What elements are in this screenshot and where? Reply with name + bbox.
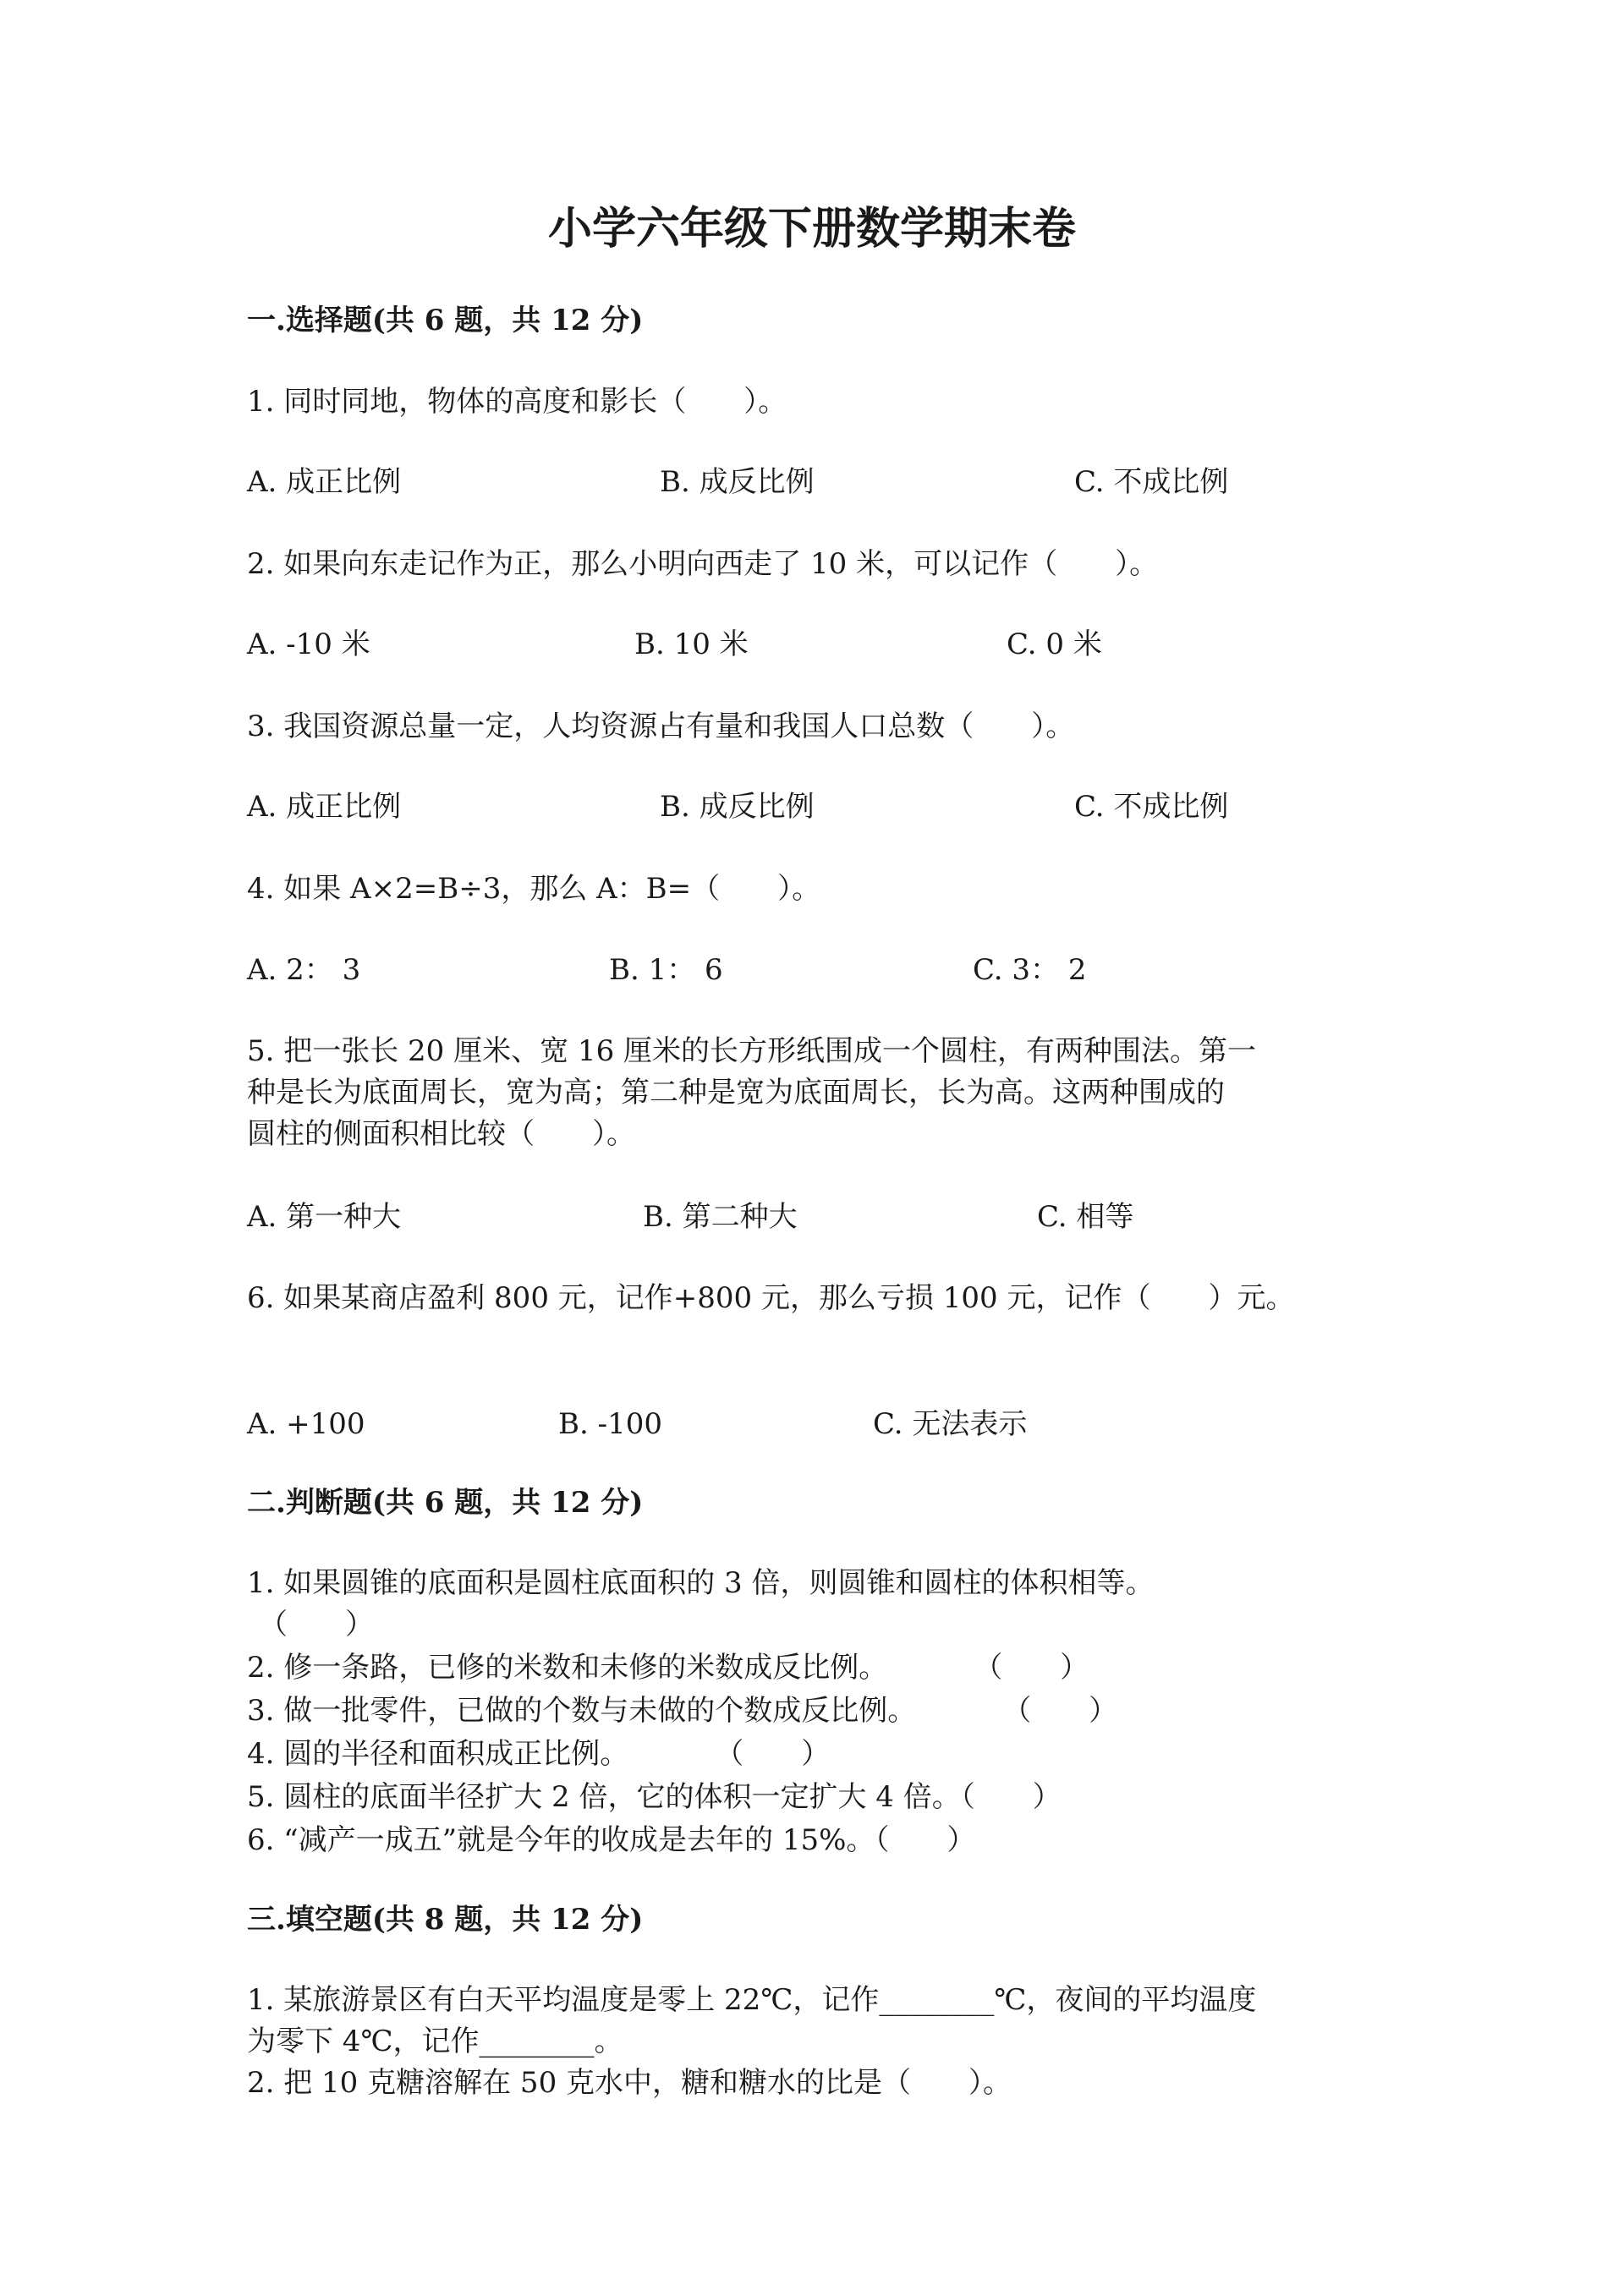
section-heading-fill-in: 三.填空题(共 8 题，共 12 分) (247, 1903, 644, 1937)
q2-option-b: B. 10 米 (634, 627, 749, 661)
q4-option-a: A. 2： 3 (247, 953, 361, 987)
q5-option-c: C. 相等 (1037, 1200, 1134, 1234)
q6-option-a: A. +100 (247, 1407, 365, 1441)
question-4: 4. 如果 A×2=B÷3，那么 A：B=（ ）。 (247, 872, 821, 906)
fill-question-1-line-2: 为零下 4℃，记作________。 (247, 2025, 623, 2058)
section-heading-true-false: 二.判断题(共 6 题，共 12 分) (247, 1486, 644, 1520)
q4-option-c: C. 3： 2 (973, 953, 1087, 987)
question-5-line-1: 5. 把一张长 20 厘米、宽 16 厘米的长方形纸围成一个圆柱，有两种围法。第一 (247, 1034, 1257, 1068)
question-3: 3. 我国资源总量一定，人均资源占有量和我国人口总数（ ）。 (247, 710, 1075, 743)
q4-option-b: B. 1： 6 (609, 953, 723, 987)
q5-option-b: B. 第二种大 (643, 1200, 798, 1234)
tf-question-5: 5. 圆柱的底面半径扩大 2 倍，它的体积一定扩大 4 倍。（ ） (247, 1780, 1062, 1814)
question-6: 6. 如果某商店盈利 800 元，记作+800 元，那么亏损 100 元，记作（ ）元。 (247, 1281, 1295, 1315)
section-heading-multiple-choice: 一.选择题(共 6 题，共 12 分) (247, 304, 644, 337)
q3-option-b: B. 成反比例 (660, 790, 815, 824)
tf-question-4: 4. 圆的半径和面积成正比例。 （ ） (247, 1737, 831, 1771)
q1-option-c: C. 不成比例 (1074, 465, 1229, 499)
question-5-line-3: 圆柱的侧面积相比较（ ）。 (247, 1117, 635, 1151)
q6-option-c: C. 无法表示 (873, 1407, 1028, 1441)
question-2: 2. 如果向东走记作为正，那么小明向西走了 10 米，可以记作（ ）。 (247, 547, 1159, 581)
q2-option-a: A. -10 米 (247, 627, 370, 661)
q6-option-b: B. -100 (558, 1407, 662, 1441)
q2-option-c: C. 0 米 (1007, 627, 1102, 661)
q1-option-b: B. 成反比例 (660, 465, 815, 499)
question-1: 1. 同时同地，物体的高度和影长（ ）。 (247, 385, 787, 419)
tf-question-1: 1. 如果圆锥的底面积是圆柱底面积的 3 倍，则圆锥和圆柱的体积相等。 (247, 1566, 1155, 1600)
q3-option-c: C. 不成比例 (1074, 790, 1229, 824)
q1-option-a: A. 成正比例 (247, 465, 402, 499)
page-title: 小学六年级下册数学期末卷 (547, 203, 1076, 255)
q5-option-a: A. 第一种大 (247, 1200, 402, 1234)
tf-question-2: 2. 修一条路，已修的米数和未修的米数成反比例。 （ ） (247, 1651, 1089, 1685)
fill-question-1-line-1: 1. 某旅游景区有白天平均温度是零上 22℃，记作________℃，夜间的平均温度 (247, 1983, 1257, 2017)
tf-question-3: 3. 做一批零件，已做的个数与未做的个数成反比例。 （ ） (247, 1694, 1118, 1728)
tf-question-6: 6. “减产一成五”就是今年的收成是去年的 15%。（ ） (247, 1823, 976, 1857)
tf-question-1-blank: （ ） (259, 1608, 374, 1641)
q3-option-a: A. 成正比例 (247, 790, 402, 824)
question-5-line-2: 种是长为底面周长，宽为高；第二种是宽为底面周长，长为高。这两种围成的 (247, 1076, 1225, 1110)
fill-question-2: 2. 把 10 克糖溶解在 50 克水中，糖和糖水的比是（ ）。 (247, 2066, 1012, 2100)
